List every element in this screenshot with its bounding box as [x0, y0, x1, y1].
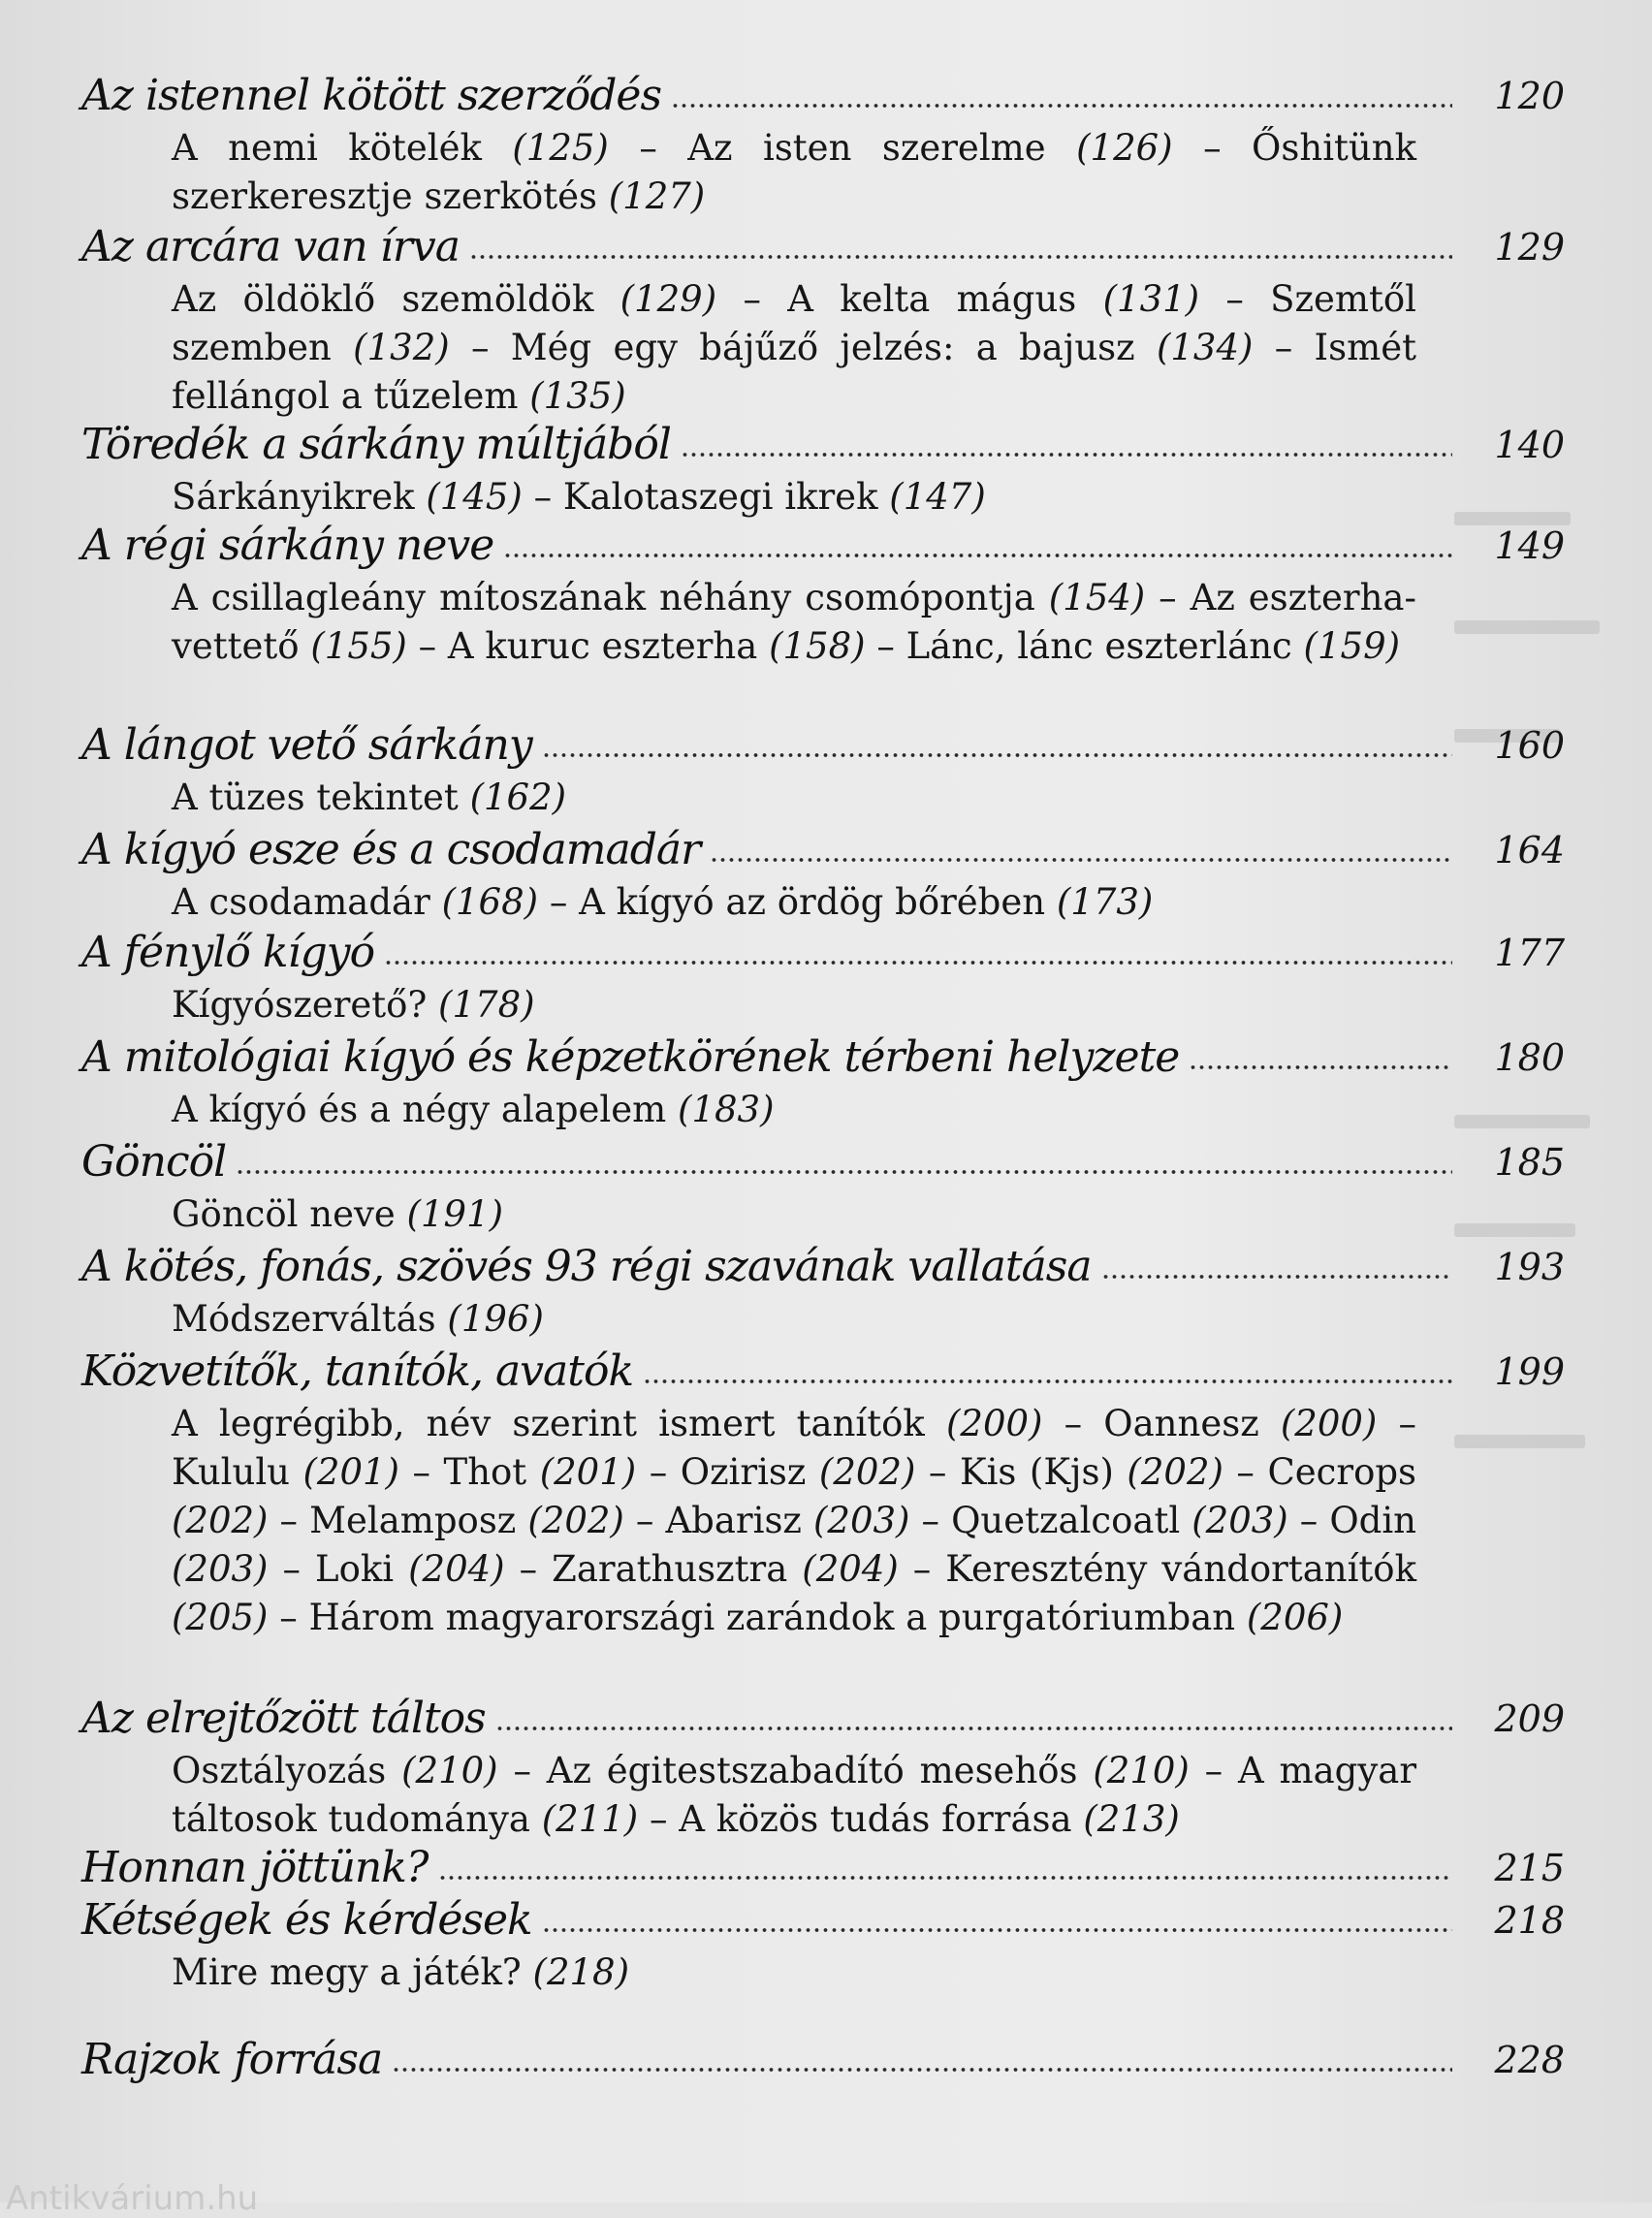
toc-entry-heading — [81, 824, 1565, 876]
page-number: 177 — [1494, 932, 1565, 974]
page-reference: (134) — [1156, 327, 1254, 368]
page-reference: (204) — [408, 1548, 505, 1590]
section-list: Göncöl neve (191) — [172, 1193, 504, 1235]
section-list: Kígyószerető? (178) — [172, 984, 535, 1026]
section-list: A kígyó és a négy alapelem (183) — [172, 1089, 775, 1130]
page-number: 160 — [1494, 724, 1565, 767]
toc-entry-heading — [81, 1136, 1565, 1188]
toc-entry-heading — [81, 1842, 1565, 1894]
page-reference: (131) — [1102, 278, 1200, 320]
toc-entry-heading — [81, 419, 1565, 471]
dot-leader — [671, 101, 1452, 111]
chapter-title: Honnan jöttünk? — [81, 1843, 429, 1892]
page-number: 193 — [1494, 1246, 1565, 1288]
section-list: A tüzes tekintet (162) — [172, 776, 567, 818]
dot-leader — [503, 551, 1452, 560]
chapter-title: A kígyó esze és a csodamadár — [81, 825, 701, 874]
page-reference: (162) — [469, 776, 567, 818]
chapter-title: Kétségek és kérdések — [81, 1895, 532, 1945]
page-reference: (147) — [889, 476, 986, 518]
toc-entry-heading — [81, 719, 1565, 772]
toc-entry-heading — [81, 70, 1565, 122]
chapter-title: Rajzok forrása — [81, 2035, 383, 2084]
chapter-title: A régi sárkány neve — [81, 521, 494, 570]
page-reference: (127) — [608, 175, 706, 217]
dot-leader — [542, 750, 1452, 760]
toc-entry-heading — [81, 520, 1565, 572]
chapter-title: Az istennel kötött szerződés — [81, 71, 662, 120]
section-list: A legrégibb, név szerint ismert tanítók (200) – Oannesz (200) – Kululu (201) – Thot (201) – Ozirisz (202) – Kis (Kjs) (202) – Cecrops (202) – Melamposz (202) – Abarisz (203) – Quetzalcoatl (203) – Odin (203) – Loki (204) – Zarathusztra (204) – Keresztény vándortanítók (205) – Három magyarországi zarándok a purgatóriumban (206) — [172, 1403, 1417, 1638]
dot-leader — [495, 1724, 1452, 1733]
page-number: 218 — [1494, 1899, 1565, 1942]
chapter-title: A kötés, fonás, szövés 93 régi szavának vallatása — [81, 1242, 1092, 1291]
page-number: 164 — [1494, 829, 1565, 871]
page-number: 129 — [1494, 226, 1565, 269]
toc-entry-heading — [81, 1894, 1565, 1947]
dot-leader — [469, 252, 1452, 262]
page-reference: (210) — [401, 1750, 498, 1791]
page-reference: (210) — [1093, 1750, 1190, 1791]
section-list: Az öldöklő szemöldök (129) – A kelta mágus (131) – Szemtől szemben (132) – Még egy bájűző jelzés: a bajusz (134) – Ismét fellángol a tűzelem (135) — [172, 278, 1416, 417]
page-number: 120 — [1494, 75, 1565, 117]
page-number: 140 — [1494, 424, 1565, 466]
page-reference: (125) — [512, 127, 609, 169]
page-reference: (200) — [1280, 1403, 1378, 1444]
page-reference: (201) — [539, 1451, 637, 1493]
section-list: A csodamadár (168) – A kígyó az ördög bőrében (173) — [172, 881, 1154, 923]
toc-entry-heading — [81, 1241, 1565, 1293]
page-number: 149 — [1494, 524, 1565, 567]
page-number: 215 — [1494, 1847, 1565, 1889]
dot-leader — [681, 450, 1452, 459]
page-reference: (191) — [406, 1193, 504, 1235]
chapter-title: Göncöl — [81, 1137, 227, 1187]
page-reference: (173) — [1056, 881, 1154, 923]
page-reference: (218) — [532, 1951, 630, 1993]
page-reference: (206) — [1246, 1597, 1344, 1638]
dot-leader — [542, 1925, 1452, 1935]
chapter-title: A fénylő kígyó — [81, 928, 375, 977]
section-list: Mire megy a játék? (218) — [172, 1951, 630, 1993]
chapter-title: A lángot vető sárkány — [81, 720, 532, 770]
toc-entry-heading — [81, 927, 1565, 979]
section-list: Módszerváltás (196) — [172, 1298, 544, 1340]
page-reference: (129) — [620, 278, 717, 320]
dot-leader — [1189, 1062, 1452, 1072]
page-reference: (178) — [438, 984, 535, 1026]
page-reference: (126) — [1076, 127, 1173, 169]
toc-entry-heading — [81, 1031, 1565, 1084]
toc-entry-heading — [81, 221, 1565, 273]
chapter-title: Az elrejtőzött táltos — [81, 1694, 486, 1743]
page-reference: (168) — [441, 881, 539, 923]
page-reference: (158) — [769, 625, 866, 667]
page-reference: (159) — [1303, 625, 1401, 667]
page-reference: (132) — [353, 327, 450, 368]
page-reference: (204) — [802, 1548, 899, 1590]
page-number: 199 — [1494, 1350, 1565, 1393]
page-number: 209 — [1494, 1697, 1565, 1740]
chapter-title: Töredék a sárkány múltjából — [81, 420, 671, 469]
dot-leader — [236, 1167, 1452, 1177]
toc-entry-heading — [81, 1346, 1565, 1398]
toc-entry-heading — [81, 1693, 1565, 1745]
watermark-text: Antikvárium.hu — [6, 2179, 259, 2218]
section-list: A nemi kötelék (125) – Az isten szerelme (126) – Őshitünk szerkeresztje szerkötés (127) — [172, 127, 1416, 217]
chapter-title: A mitológiai kígyó és képzetkörének térbeni helyzete — [81, 1032, 1180, 1082]
page-reference: (203) — [812, 1500, 910, 1541]
toc-entry-heading — [81, 2034, 1565, 2086]
section-list: A csillagleány mítoszának néhány csomópontja (154) – Az eszterha-vettető (155) – A kuruc eszterha (158) – Lánc, lánc eszterlánc (159) — [172, 577, 1416, 667]
page-reference: (201) — [302, 1451, 399, 1493]
dot-leader — [643, 1377, 1452, 1386]
dot-leader — [1101, 1272, 1452, 1282]
page-number: 180 — [1494, 1036, 1565, 1079]
page-reference: (202) — [1127, 1451, 1223, 1493]
section-list: Osztályozás (210) – Az égitestszabadító mesehős (210) – A magyar táltosok tudománya (211) – A közös tudás forrása (213) — [172, 1750, 1417, 1840]
dot-leader — [710, 855, 1452, 865]
page-number: 185 — [1494, 1141, 1565, 1184]
page-reference: (145) — [426, 476, 523, 518]
dot-leader — [438, 1873, 1452, 1883]
page-reference: (202) — [172, 1500, 269, 1541]
page-reference: (211) — [541, 1798, 639, 1840]
page-reference: (205) — [172, 1597, 269, 1638]
page-reference: (202) — [818, 1451, 916, 1493]
page-number: 228 — [1494, 2039, 1565, 2081]
page-reference: (196) — [447, 1298, 544, 1340]
page-reference: (200) — [945, 1403, 1043, 1444]
section-list: Sárkányikrek (145) – Kalotaszegi ikrek (147) — [172, 476, 986, 518]
chapter-title: Az arcára van írva — [81, 222, 460, 271]
page-reference: (203) — [172, 1548, 269, 1590]
chapter-title: Közvetítők, tanítók, avatók — [81, 1347, 634, 1396]
page-reference: (135) — [529, 375, 626, 417]
page-reference: (183) — [678, 1089, 775, 1130]
page-reference: (203) — [1191, 1500, 1288, 1541]
page-reference: (154) — [1048, 577, 1146, 618]
page-reference: (155) — [310, 625, 407, 667]
dot-leader — [392, 2065, 1452, 2075]
dot-leader — [384, 958, 1452, 967]
page-reference: (213) — [1083, 1798, 1180, 1840]
page-reference: (202) — [527, 1500, 624, 1541]
